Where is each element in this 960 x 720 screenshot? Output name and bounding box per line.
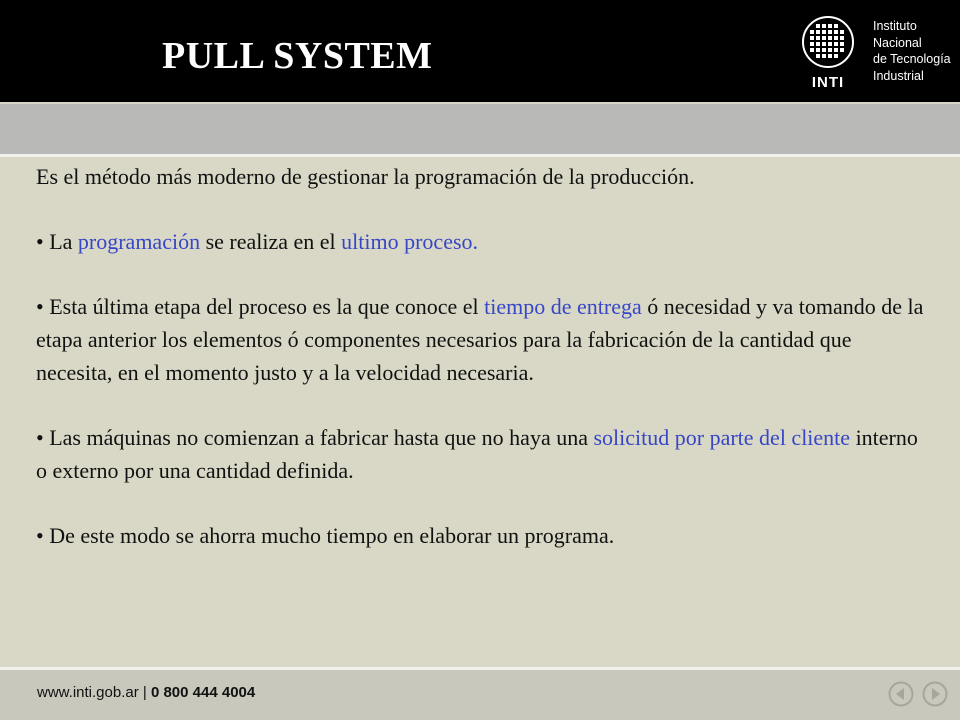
spacer (36, 487, 926, 519)
slide-body (36, 160, 926, 552)
footer-separator: | (138, 684, 151, 701)
footer-phone: 0 800 444 4004 (150, 684, 256, 701)
footer-contact (37, 684, 255, 701)
logo-line: Industrial (873, 68, 924, 83)
bullet-1-text: • La (36, 229, 78, 254)
next-slide-button[interactable] (922, 681, 948, 707)
header-bar (0, 0, 960, 102)
bullet-1 (36, 225, 926, 258)
bullet-3-text: • Las máquinas no comienzan a fabricar hasta que no haya una (36, 425, 594, 450)
logo-line: Instituto (873, 19, 917, 33)
inti-emblem-icon (802, 12, 862, 92)
slide-title: PULL SYSTEM (162, 35, 433, 77)
logo-line: Nacional (873, 35, 922, 50)
spacer (36, 193, 926, 225)
bullet-3-text: interno o externo por una cantidad definida. (36, 425, 918, 483)
highlight-solicitud: solicitud por parte del cliente (593, 425, 851, 450)
highlight-tiempo-de-entrega: tiempo de entrega (484, 294, 642, 319)
footer-url[interactable]: www.inti.gob.ar (37, 684, 139, 701)
subheader-band (0, 104, 960, 154)
inti-logo (802, 12, 952, 92)
bullet-3 (36, 421, 926, 487)
bullet-2-text: • Esta última etapa del proceso es la que conoce el (36, 294, 485, 319)
intro-paragraph: Es el método más moderno de gestionar la programación de la producción. (36, 164, 695, 189)
bullet-1-text: se realiza en el (200, 229, 342, 254)
logo-acronym: INTI (811, 74, 845, 91)
highlight-ultimo-proceso: ultimo proceso (341, 229, 473, 254)
logo-institute-name (873, 18, 951, 84)
logo-line: de Tecnología (873, 52, 951, 66)
spacer (36, 258, 926, 290)
bullet-1-period: . (472, 229, 479, 254)
bullet-2-text: ó necesidad y va tomando de la etapa anterior los elementos ó componentes necesarios para la fabricación de la cantidad que necesita, en el momento justo y a la velocidad necesaria. (36, 294, 924, 385)
highlight-programacion: programación (77, 229, 201, 254)
bullet-2 (36, 290, 926, 389)
spacer (36, 389, 926, 421)
chevron-right-icon (922, 681, 948, 707)
divider-top (0, 154, 960, 157)
bullet-4: • De este modo se ahorra mucho tiempo en elaborar un programa. (36, 523, 615, 548)
previous-slide-button[interactable] (888, 681, 914, 707)
chevron-left-icon (888, 681, 914, 707)
